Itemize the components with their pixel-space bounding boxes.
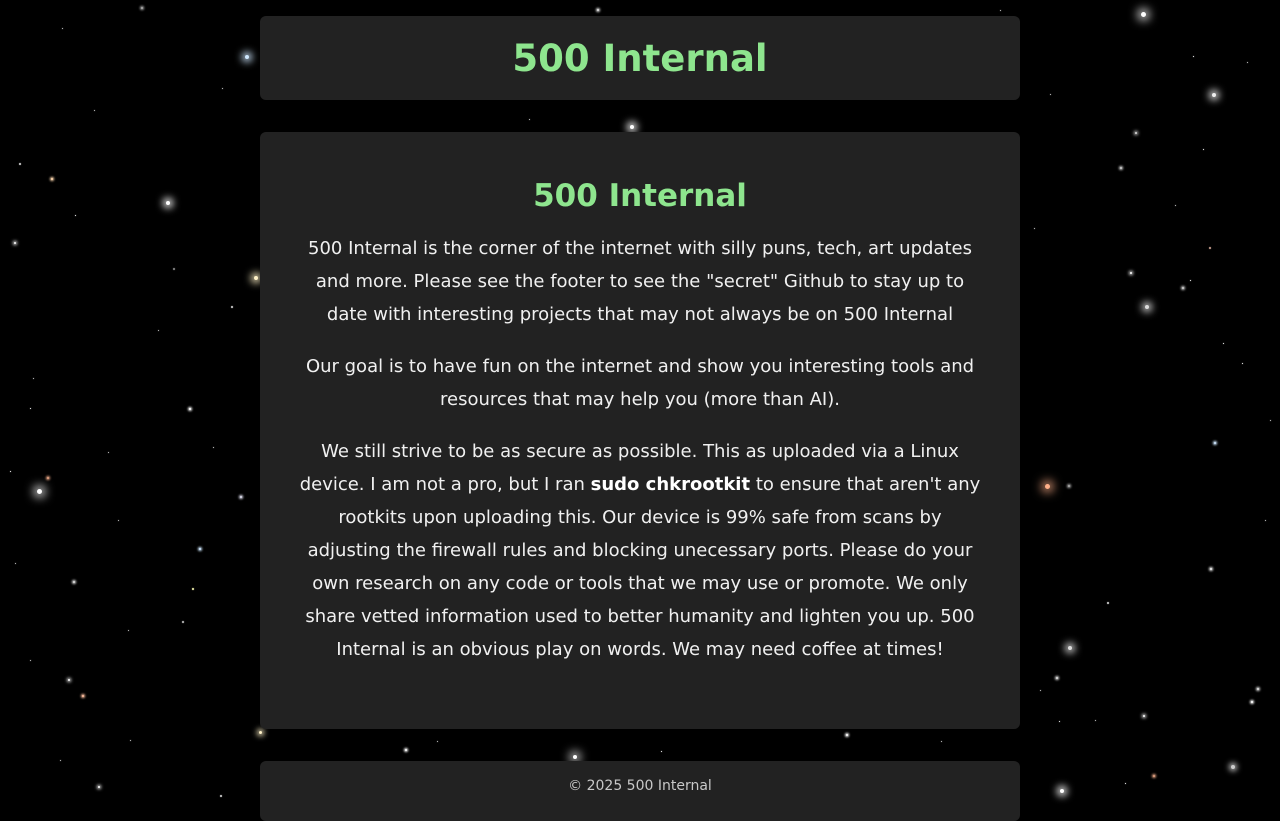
security-text-start: We still strive to be as secure as possible. This as uploaded via a Linux device. I am not a pro, but I ran [299,441,959,495]
star [1175,205,1176,206]
star [118,520,119,521]
copyright-text: © 2025 500 Internal [568,778,712,794]
star [1182,287,1184,289]
star [1141,12,1146,17]
star [51,178,53,180]
star [173,268,175,270]
star [182,621,184,623]
star [94,110,95,111]
section-heading: 500 Internal [533,178,747,214]
star [189,408,191,410]
star [661,751,662,752]
star [68,679,70,681]
star [222,88,223,89]
star [1242,363,1243,364]
site-footer [260,761,1020,821]
star [1209,247,1211,249]
star [1270,420,1271,421]
star [220,795,222,797]
star [941,741,942,742]
star [1068,646,1072,650]
star [33,378,34,379]
star [1068,485,1070,487]
star [437,741,438,742]
star [573,755,577,759]
star [1153,775,1155,777]
star [1247,62,1248,63]
command-text: sudo chkrootkit [590,474,751,495]
star [1120,167,1122,169]
star [192,588,194,590]
star [98,786,100,788]
star [62,28,63,29]
security-paragraph [294,435,986,666]
about-section [260,132,1020,729]
star [158,330,159,331]
star [597,9,599,11]
star [108,452,109,453]
star [529,119,530,120]
star [1193,56,1194,57]
star [1050,94,1051,95]
star [1130,272,1132,274]
intro-paragraph: 500 Internal is the corner of the internet with silly puns, tech, art updates and more. Please see the footer to see the "secret" Github to stay up to date with interesting projects that may not always be on 500 Internal [308,238,972,325]
star [82,695,84,697]
star [1107,602,1109,604]
security-text-end: to ensure that aren't any rootkits upon uploading this. Our device is 99% safe from scans by adjusting the firewall rules and blocking unecessary ports. Please do your own research on any code or tools that we may use or promote. We only share vetted information used to better humanity and lighten you up. 500 Internal is an obvious play on words. We may need coffee at times! [305,474,981,660]
star [1145,305,1149,309]
star [1143,715,1145,717]
star [1125,783,1126,784]
site-header [260,16,1020,100]
star [10,471,11,472]
star [73,581,75,583]
star [166,201,170,205]
site-title: 500 Internal [512,36,768,80]
star [1040,690,1041,691]
star [1135,132,1137,134]
star [1095,720,1096,721]
star [1059,721,1060,722]
star [1265,520,1266,521]
star [245,55,249,59]
star [141,7,143,9]
star [60,760,61,761]
star [213,447,214,448]
star [47,477,49,479]
star [19,163,21,165]
star [240,496,242,498]
star [1223,343,1224,344]
star [199,548,201,550]
star [405,749,407,751]
star [1060,789,1064,793]
star [1000,10,1001,11]
star [1212,93,1216,97]
star [1210,568,1212,570]
star [846,734,848,736]
star [231,306,233,308]
star [1214,442,1216,444]
star [1034,228,1035,229]
star [1231,765,1235,769]
star [259,731,262,734]
star [128,630,129,631]
star [1056,677,1058,679]
star [1203,149,1204,150]
star [254,276,258,280]
star [14,242,16,244]
star [1257,688,1259,690]
star [130,740,131,741]
star [30,660,31,661]
star [37,489,42,494]
star [630,125,634,129]
star [1045,484,1050,489]
star [15,563,16,564]
star [1190,280,1191,281]
star [1251,701,1253,703]
star [75,215,76,216]
goal-paragraph: Our goal is to have fun on the internet and show you interesting tools and resources that may help you (more than AI). [305,356,975,410]
star [30,408,31,409]
